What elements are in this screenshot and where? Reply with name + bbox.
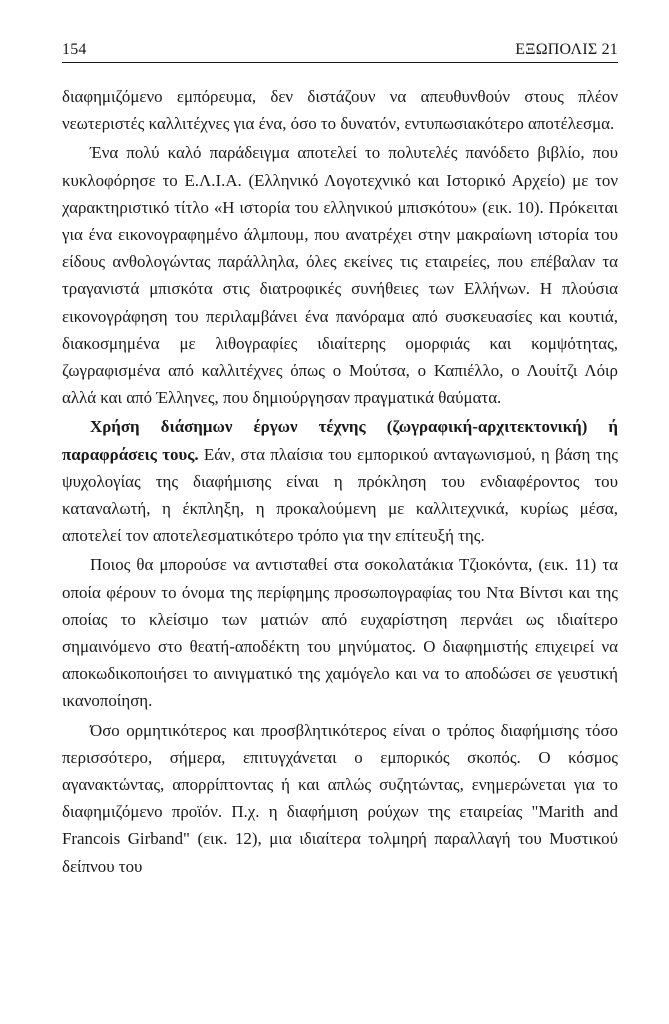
- paragraph-text: Ποιος θα μπορούσε να αντισταθεί στα σοκολατάκια Τζιοκόντα, (εικ. 11) τα οποία φέρουν το όνομα της περίφημης προσωπογραφίας του Ντα Βίντσι και της οποίας το κλείσιμο των ματιών από ευχαρίστηση περνάει ως ιδιαίτερο σημαινόμενο στο θεατή-αποδέκτη του μηνύματος. Ο διαφημιστής επιχειρεί να αποκωδικοποιήσει το αινιγματικό της χαμόγελο και να το αποδώσει σε γευστική ικανοποίηση.: [62, 555, 618, 711]
- running-header: [62, 40, 618, 63]
- body-text: [62, 83, 618, 880]
- paragraph: [62, 413, 618, 549]
- paragraph: [62, 551, 618, 714]
- paragraph: [62, 717, 618, 880]
- page-number: 154: [62, 41, 87, 58]
- paragraph-text: διαφημιζόμενο εμπόρευμα, δεν διστάζουν να απευθυνθούν στους πλέον νεωτεριστές καλλιτέχνες για ένα, όσο το δυνατόν, εντυπωσιακότερο αποτέλεσμα.: [62, 87, 618, 134]
- running-title: ΕΞΩΠΟΛΙΣ 21: [515, 41, 618, 58]
- paragraph-text: Εάν, στα πλαίσια του εμπορικού ανταγωνισμού, η βάση της ψυχολογίας της διαφήμισης είναι η πρόκληση του ενδιαφέροντος του καταναλωτή, η έκπληξη, η προκαλούμενη με καλλιτεχνικά, κυρίως μέσα, αποτελεί τον αποτελεσματικότερο τρόπο για την επίτευξή της.: [62, 444, 618, 546]
- paragraph-text: Όσο ορμητικότερος και προσβλητικότερος είναι ο τρόπος διαφήμισης τόσο περισσότερο, σήμερα, επιτυγχάνεται ο εμπορικός σκοπός. Ο κόσμος αγανακτώντας, απορρίπτοντας ή και απλώς συζητώντας, ενημερώνεται για το διαφημιζόμενο προϊόν. Π.χ. η διαφήμιση ρούχων της εταιρείας "Marith and Francois Girband" (εικ. 12), μια ιδιαίτερα τολμηρή παραλλαγή του Μυστικού δείπνου του: [62, 720, 618, 876]
- paragraph: [62, 139, 618, 411]
- paragraph-continuation: [62, 83, 618, 137]
- book-page: [62, 40, 618, 880]
- section-heading: Χρήση διάσημων έργων τέχνης (ζωγραφική-αρχιτεκτονική) ή παραφράσεις τους.: [62, 417, 618, 464]
- paragraph-text: Ένα πολύ καλό παράδειγμα αποτελεί το πολυτελές πανόδετο βιβλίο, που κυκλοφόρησε το Ε.Λ.Ι.Α. (Ελληνικό Λογοτεχνικό και Ιστορικό Αρχείο) με τον χαρακτηριστικό τίτλο «Η ιστορία του ελληνικού μπισκότου» (εικ. 10). Πρόκειται για ένα εικονογραφημένο άλμπουμ, που ανατρέχει στην μακραίωνη ιστορία του είδους ανθολογώντας παράλληλα, όλες εκείνες τις εταιρείες, που επέβαλαν τα τραγανιστά μπισκότα στις διατροφικές συνήθειες των Ελλήνων. Η πλούσια εικονογράφηση του περιλαμβάνει ένα πανόραμα από συσκευασίες και κουτιά, διακοσμημένα με λιθογραφίες ιδιαίτερης ομορφιάς και κομψότητας, ζωγραφισμένα από καλλιτέχνες όπως ο Μούτσα, ο Καπιέλλο, ο Λουίτζι Λόιρ αλλά και από Έλληνες, που δημιούργησαν πραγματικά θαύματα.: [62, 143, 618, 408]
